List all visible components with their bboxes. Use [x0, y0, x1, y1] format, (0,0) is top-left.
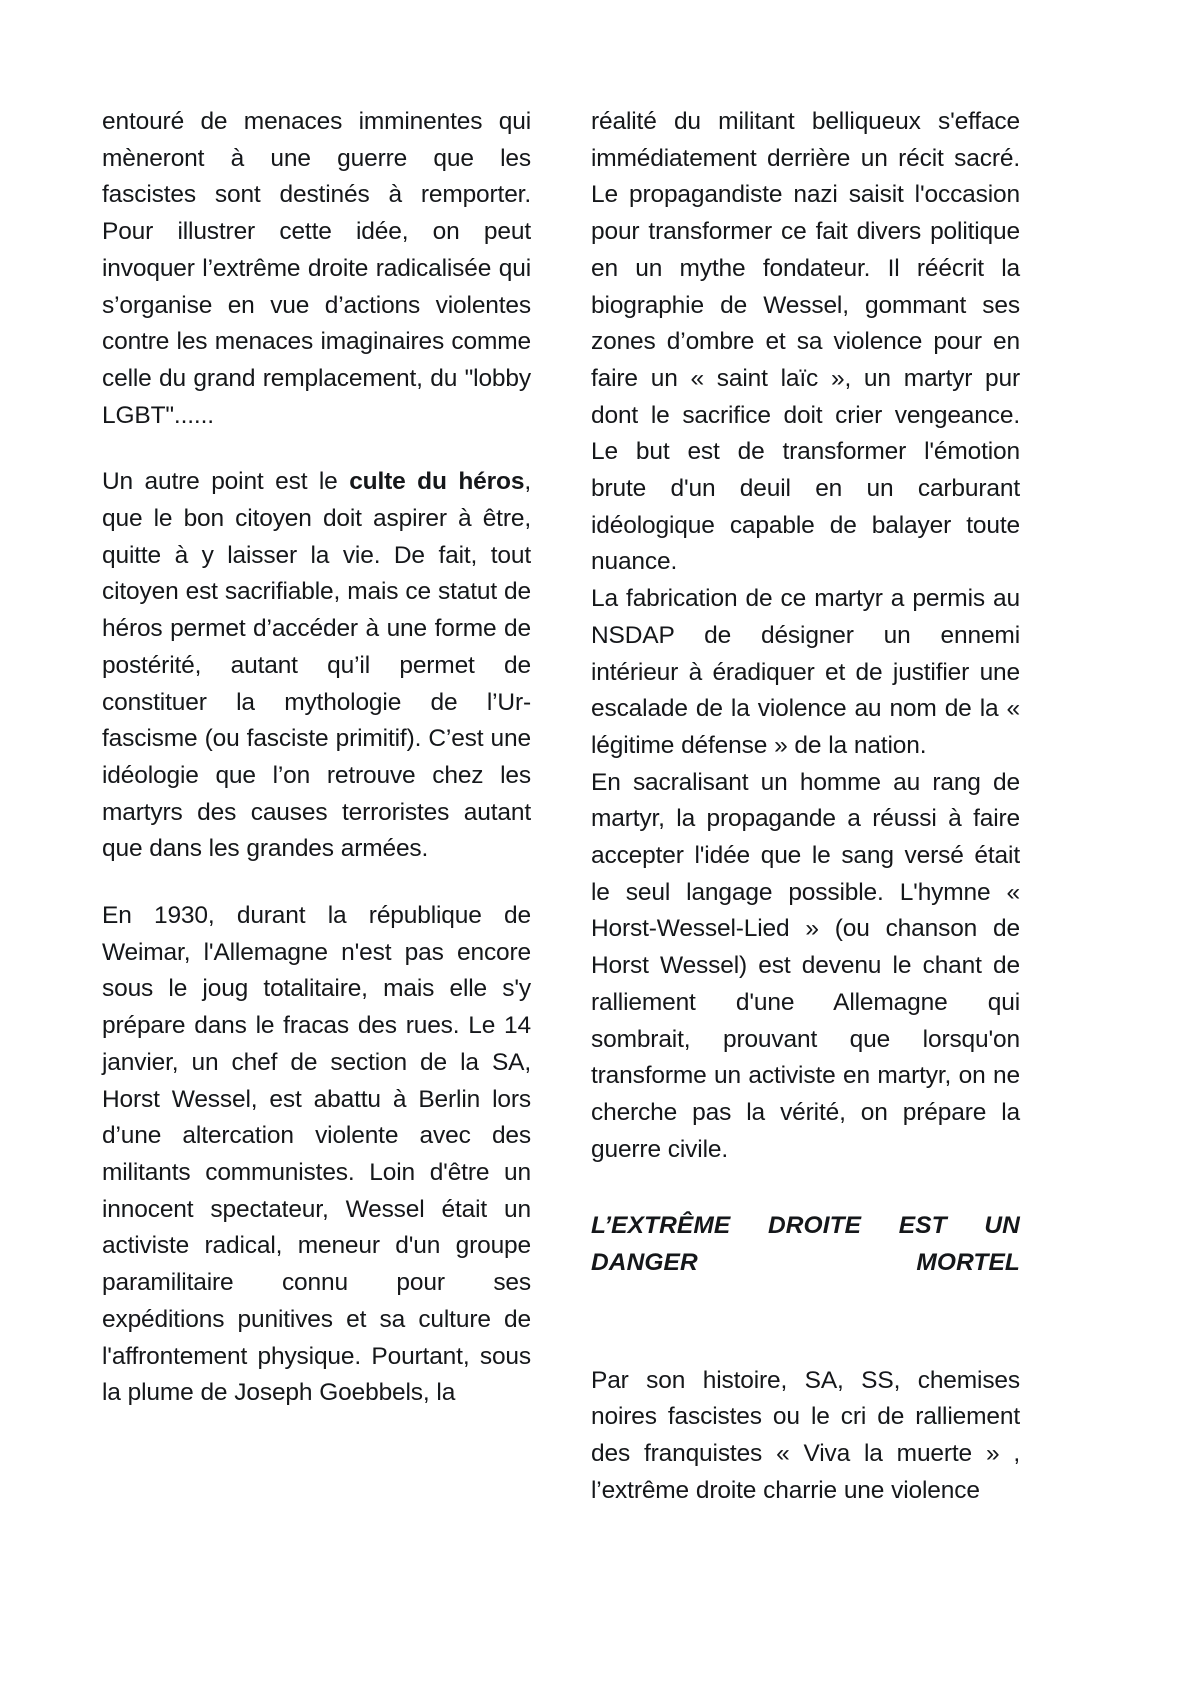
- right-paragraph-after-heading: Par son histoire, SA, SS, chemises noires fascistes ou le cri de ralliement des franquistes « Viva la muerte » , l’extrême droite charrie une violence: [591, 1366, 1020, 1504]
- right-paragraph-2: La fabrication de ce martyr a permis au NSDAP de désigner un ennemi intérieur à éradiquer et de justifier une escalade de la violence au nom de la « légitime défense » de la nation.: [591, 585, 1020, 759]
- left-paragraph-1: entouré de menaces imminentes qui mèneront à une guerre que les fascistes sont destinés à remporter. Pour illustrer cette idée, on peut invoquer l’extrême droite radicalisée qui s’organise en vue d’actions violentes contre les menaces imaginaires comme celle du grand remplacement, du "lobby LGBT"......: [102, 108, 531, 429]
- left-paragraph-2-bold-phrase: culte du héros: [349, 468, 525, 496]
- left-paragraph-3: En 1930, durant la république de Weimar, l'Allemagne n'est pas encore sous le joug totalitaire, mais elle s'y prépare dans le fracas des rues. Le 14 janvier, un chef de section de la SA, Horst Wessel, est abattu à Berlin lors d’une altercation violente avec des militants communistes. Loin d'être un innocent spectateur, Wessel était un activiste radical, meneur d'un groupe paramilitaire connu pour ses expéditions punitives et sa culture de l'affrontement physique. Pourtant, sous la plume de Joseph Goebbels, la: [102, 902, 531, 1407]
- left-paragraph-2-prefix: Un autre point est le: [102, 468, 350, 496]
- left-paragraph-2-suffix: , que le bon citoyen doit aspirer à être, quitte à y laisser la vie. De fait, tout citoyen est sacrifiable, mais ce statut de héros permet d’accéder à une forme de postérité, autant qu’il permet de constituer la mythologie de l’Ur-fascisme (ou fasciste primitif). C’est une idéologie que l’on retrouve chez les martyrs des causes terroristes autant que dans les grandes armées.: [102, 468, 531, 863]
- two-column-body: [102, 104, 1020, 1504]
- left-paragraph-2: [102, 464, 531, 868]
- left-column: [102, 104, 531, 1412]
- section-heading-extreme-droite: L’EXTRÊME DROITE EST UN DANGER MORTEL: [591, 1212, 1020, 1277]
- right-paragraph-3: En sacralisant un homme au rang de martyr, la propagande a réussi à faire accepter l'idée que le sang versé était le seul langage possible. L'hymne « Horst-Wessel-Lied » (ou chanson de Horst Wessel) est devenu le chant de ralliement d'une Allemagne qui sombrait, prouvant que lorsqu'on transforme un activiste en martyr, on ne cherche pas la vérité, on prépare la guerre civile.: [591, 768, 1020, 1163]
- right-paragraph-1: réalité du militant belliqueux s'efface immédiatement derrière un récit sacré. Le propagandiste nazi saisit l'occasion pour transformer ce fait divers politique en un mythe fondateur. Il réécrit la biographie de Wessel, gommant ses zones d’ombre et sa violence pour en faire un « saint laïc », un martyr pur dont le sacrifice doit crier vengeance. Le but est de transformer l'émotion brute d'un deuil en un carburant idéologique capable de balayer toute nuance.: [591, 108, 1020, 576]
- right-column: [591, 104, 1020, 1509]
